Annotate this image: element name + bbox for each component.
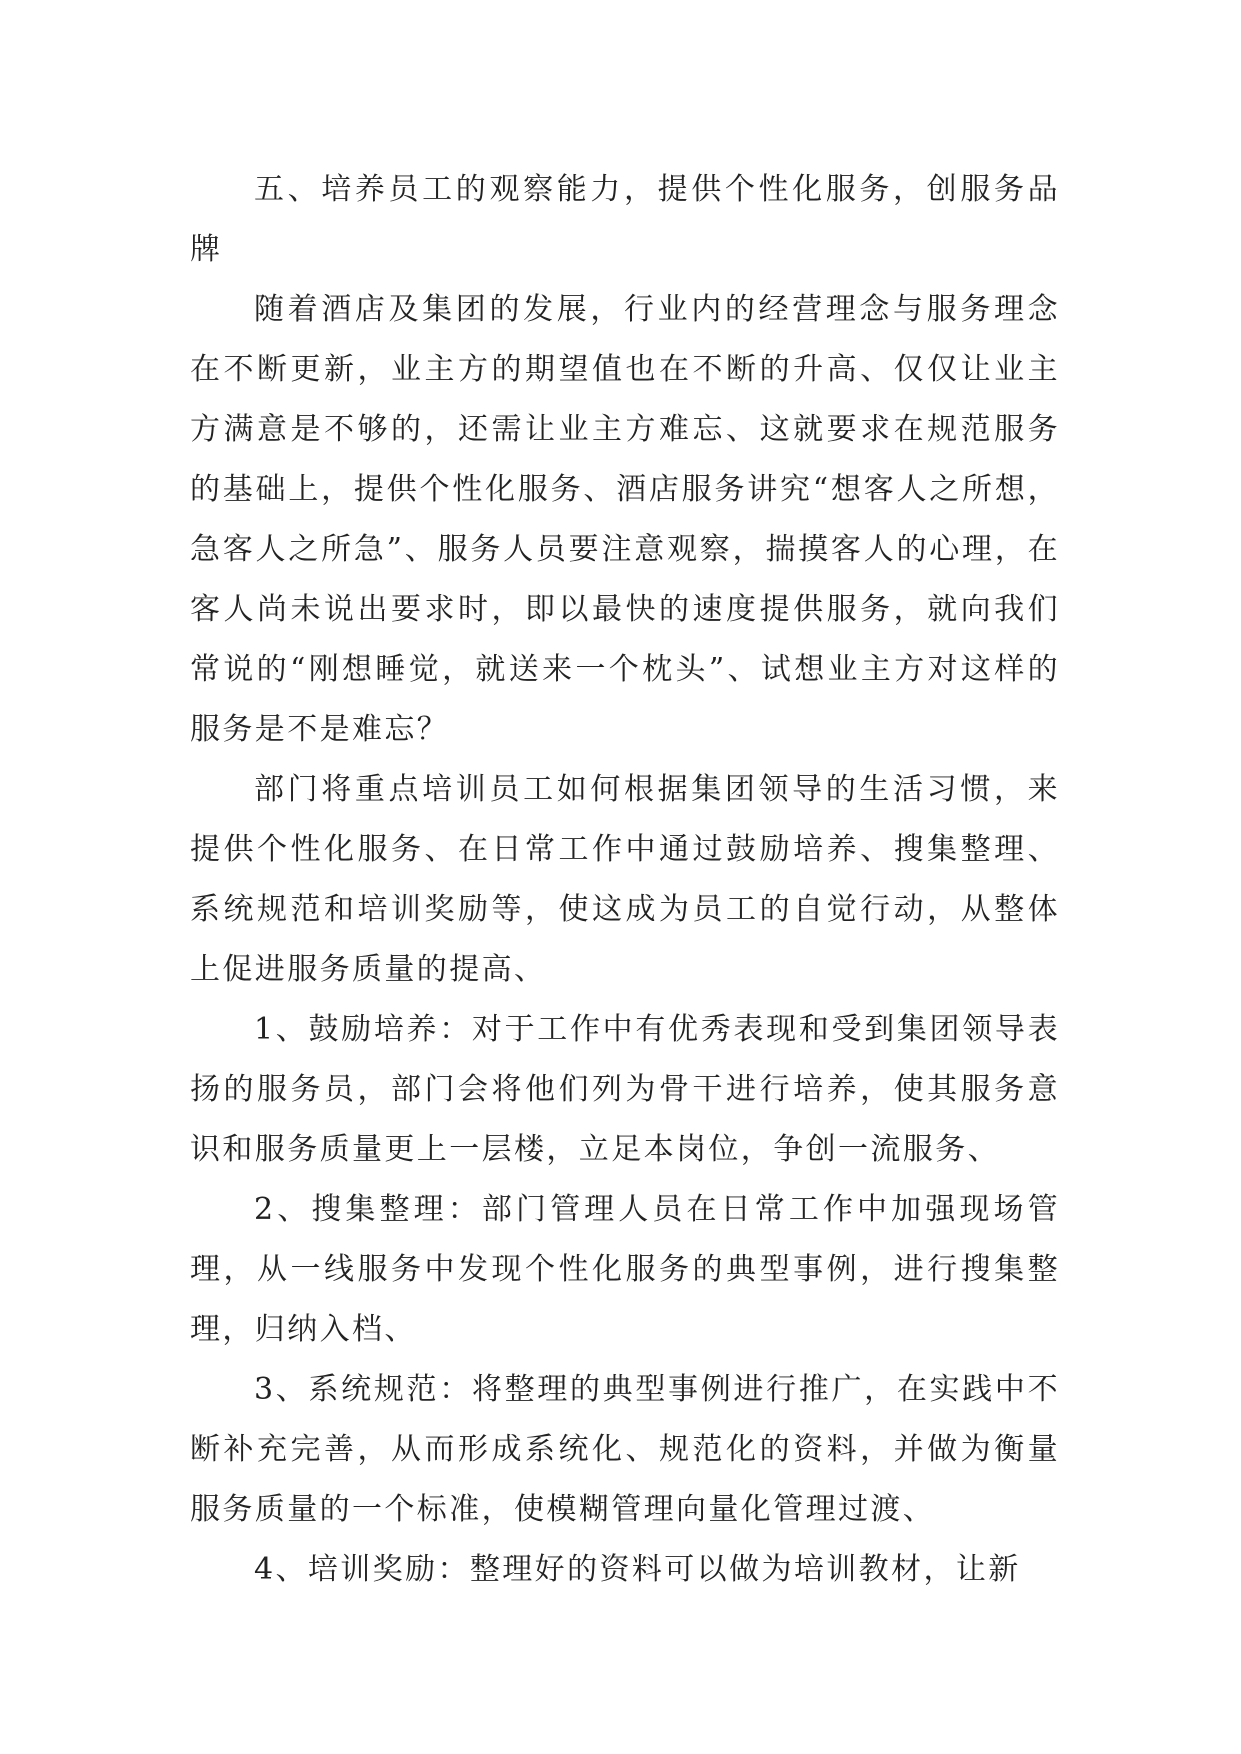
list-item-encourage: 1、鼓励培养：对于工作中有优秀表现和受到集团领导表扬的服务员，部门会将他们列为骨干进行培养，使其服务意识和服务质量更上一层楼，立足本岗位，争创一流服务、 — [190, 1012, 1060, 1167]
paragraph-department-plan: 部门将重点培训员工如何根据集团领导的生活习惯，来提供个性化服务、在日常工作中通过鼓励培养、搜集整理、系统规范和培训奖励等，使这成为员工的自觉行动，从整体上促进服务质量的提高、 — [190, 772, 1060, 987]
paragraph-intro: 随着酒店及集团的发展，行业内的经营理念与服务理念在不断更新，业主方的期望值也在不断的升高、仅仅让业主方满意是不够的，还需让业主方难忘、这就要求在规范服务的基础上，提供个性化服务、酒店服务讲究“想客人之所想，急客人之所急”、服务人员要注意观察，揣摸客人的心理，在客人尚未说出要求时，即以最快的速度提供服务，就向我们常说的“刚想睡觉，就送来一个枕头”、试想业主方对这样的服务是不是难忘？ — [190, 292, 1060, 747]
section-heading: 五、培养员工的观察能力，提供个性化服务，创服务品牌 — [190, 172, 1060, 267]
list-item-collect: 2、搜集整理：部门管理人员在日常工作中加强现场管理，从一线服务中发现个性化服务的典型事例，进行搜集整理，归纳入档、 — [190, 1192, 1060, 1347]
list-item-standardize: 3、系统规范：将整理的典型事例进行推广，在实践中不断补充完善，从而形成系统化、规范化的资料，并做为衡量服务质量的一个标准，使模糊管理向量化管理过渡、 — [190, 1372, 1060, 1527]
list-item-training: 4、培训奖励：整理好的资料可以做为培训教材，让新 — [254, 1552, 1021, 1587]
document-page — [190, 160, 1060, 1600]
